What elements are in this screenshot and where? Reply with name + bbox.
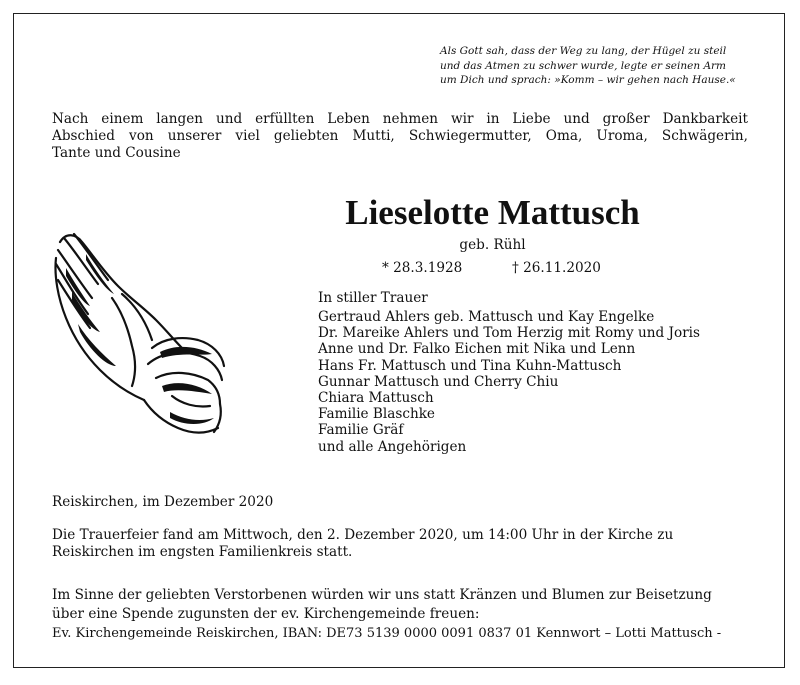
intro-line: Tante und Cousine	[52, 145, 181, 161]
relative-item: Gunnar Mattusch und Cherry Chiu	[318, 373, 559, 390]
death-date: † 26.11.2020	[512, 260, 601, 276]
donation-notice	[52, 586, 721, 643]
poem-line: Als Gott sah, dass der Weg zu lang, der Hügel zu steil	[440, 45, 727, 57]
poem-line: und das Atmen zu schwer wurde, legte er seinen Arm	[440, 59, 727, 72]
bank-details: Ev. Kirchengemeinde Reiskirchen, IBAN: DE73 5139 0000 0091 0837 01 Kennwort – Lotti Mattusch -	[52, 626, 722, 641]
funeral-line: Die Trauerfeier fand am Mittwoch, den 2. Dezember 2020, um 14:00 Uhr in der Kirche zu	[52, 527, 674, 543]
donation-line: über eine Spende zugunsten der ev. Kirchengemeinde freuen:	[52, 606, 480, 622]
poem	[440, 44, 736, 88]
birth-date: * 28.3.1928	[382, 260, 463, 276]
relative-item: Familie Blaschke	[318, 406, 435, 423]
maiden-name: geb. Rühl	[459, 237, 526, 253]
relative-item: und alle Angehörigen	[318, 438, 467, 455]
relative-item: Chiara Mattusch	[318, 390, 434, 407]
praying-hands-icon	[52, 228, 227, 436]
relative-item: Hans Fr. Mattusch und Tina Kuhn-Mattusch	[318, 357, 622, 374]
funeral-line: Reiskirchen im engsten Familienkreis statt.	[52, 544, 353, 560]
intro-text	[52, 111, 748, 162]
intro-line: Nach einem langen und erfüllten Leben nehmen wir in Liebe und großer Dankbarkeit	[52, 111, 748, 127]
funeral-notice	[52, 527, 673, 561]
relative-item: Familie Gräf	[318, 422, 404, 439]
deceased-name: Lieselotte Mattusch	[345, 193, 640, 232]
relative-item: Gertraud Ahlers geb. Mattusch und Kay Engelke	[318, 309, 655, 325]
relatives-list	[318, 309, 700, 455]
intro-line: Abschied von unserer viel geliebten Mutti, Schwiegermutter, Oma, Uroma, Schwägerin,	[52, 128, 748, 144]
mourning-heading: In stiller Trauer	[318, 290, 428, 306]
poem-line: um Dich und sprach: »Komm – wir gehen nach Hause.«	[440, 74, 736, 86]
relative-item: Dr. Mareike Ahlers und Tom Herzig mit Romy und Joris	[318, 325, 701, 342]
relative-item: Anne und Dr. Falko Eichen mit Nika und Lenn	[318, 341, 636, 358]
donation-line: Im Sinne der geliebten Verstorbenen würden wir uns statt Kränzen und Blumen zur Beisetzung	[52, 587, 712, 603]
place-date: Reiskirchen, im Dezember 2020	[52, 494, 274, 510]
